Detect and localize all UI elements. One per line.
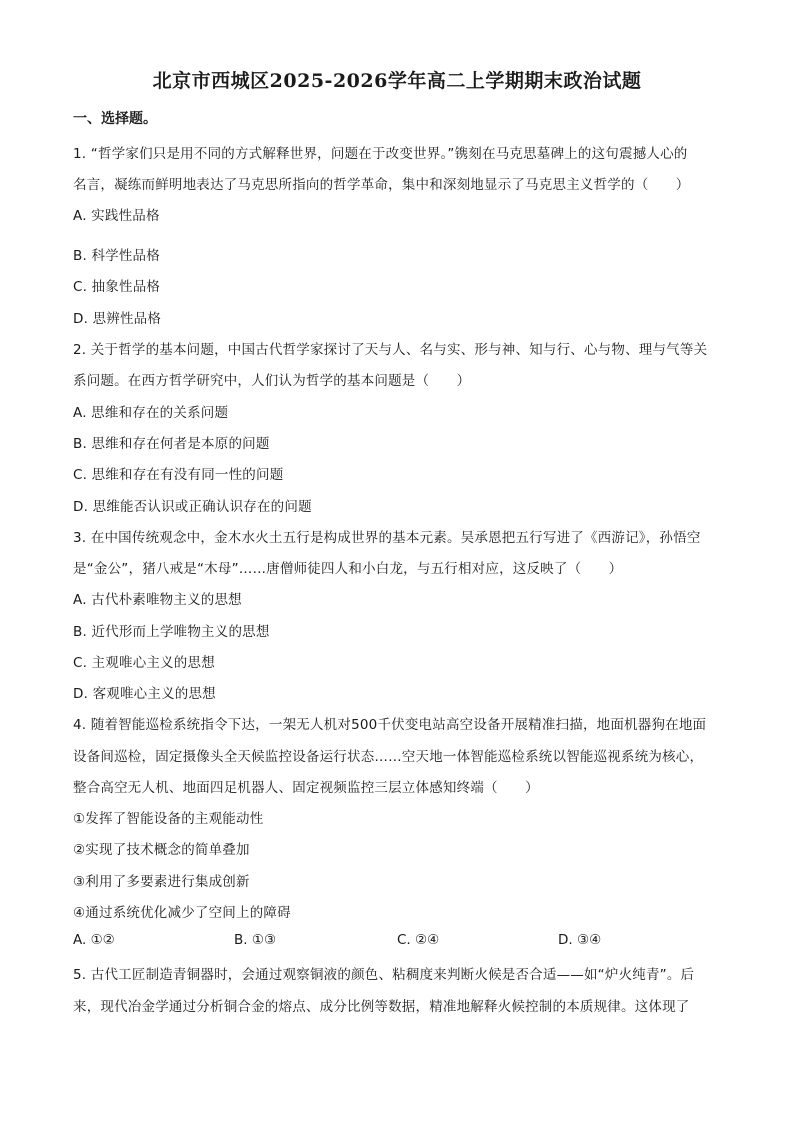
question-1-option-d: D. 思辨性品格 bbox=[73, 311, 162, 327]
question-4-option-b: B. ①③ bbox=[234, 932, 277, 948]
question-4-option-d: D. ③④ bbox=[558, 932, 602, 948]
question-2-line-2: 系问题。在西方哲学研究中，人们认为哲学的基本问题是（ ） bbox=[73, 373, 471, 389]
question-3-option-c: C. 主观唯心主义的思想 bbox=[73, 655, 215, 671]
question-4-statement-2: ②实现了技术概念的简单叠加 bbox=[73, 842, 250, 858]
question-3-option-d: D. 客观唯心主义的思想 bbox=[73, 686, 216, 702]
question-5-line-2: 来，现代冶金学通过分析铜合金的熔点、成分比例等数据，精准地解释火候控制的本质规律。这体现了 bbox=[73, 999, 690, 1015]
question-2-option-d: D. 思维能否认识或正确认识存在的问题 bbox=[73, 499, 312, 515]
question-4-line-3: 整合高空无人机、地面四足机器人、固定视频监控三层立体感知终端（ ） bbox=[73, 780, 539, 796]
question-3-line-2: 是“金公”，猪八戒是“木母”……唐僧师徒四人和小白龙，与五行相对应，这反映了（ ） bbox=[73, 561, 623, 577]
question-2-option-c: C. 思维和存在有没有同一性的问题 bbox=[73, 467, 284, 483]
question-4-option-c: C. ②④ bbox=[397, 932, 440, 948]
question-3-option-b: B. 近代形而上学唯物主义的思想 bbox=[73, 624, 270, 640]
page-title: 北京市西城区2025-2026学年高二上学期期末政治试题 bbox=[152, 70, 642, 92]
question-1-line-2: 名言，凝练而鲜明地表达了马克思所指向的哲学革命，集中和深刻地显示了马克思主义哲学的（ ） bbox=[73, 177, 690, 193]
question-4-statement-4: ④通过系统优化减少了空间上的障碍 bbox=[73, 905, 291, 921]
question-2-option-a: A. 思维和存在的关系问题 bbox=[73, 405, 229, 421]
question-4-option-a: A. ①② bbox=[73, 932, 115, 948]
section-heading: 一、选择题。 bbox=[73, 111, 157, 127]
question-1-option-b: B. 科学性品格 bbox=[73, 248, 160, 264]
question-1-line-1: 1. “哲学家们只是用不同的方式解释世界，问题在于改变世界。”镌刻在马克思墓碑上的这句震撼人心的 bbox=[73, 146, 688, 162]
question-1-option-c: C. 抽象性品格 bbox=[73, 279, 161, 295]
question-4-statement-1: ①发挥了智能设备的主观能动性 bbox=[73, 811, 264, 827]
question-2-option-b: B. 思维和存在何者是本原的问题 bbox=[73, 436, 270, 452]
question-1-option-a: A. 实践性品格 bbox=[73, 208, 160, 224]
question-4-statement-3: ③利用了多要素进行集成创新 bbox=[73, 874, 250, 890]
question-3-line-1: 3. 在中国传统观念中，金木水火土五行是构成世界的基本元素。吴承恩把五行写进了《西游记》，孙悟空 bbox=[73, 530, 701, 546]
question-4-line-1: 4. 随着智能巡检系统指令下达，一架无人机对500千伏变电站高空设备开展精准扫描，地面机器狗在地面 bbox=[73, 717, 707, 733]
question-2-line-1: 2. 关于哲学的基本问题，中国古代哲学家探讨了天与人、名与实、形与神、知与行、心与物、理与气等关 bbox=[73, 342, 708, 358]
question-4-line-2: 设备间巡检，固定摄像头全天候监控设备运行状态……空天地一体智能巡检系统以智能巡视系统为核心， bbox=[73, 749, 704, 765]
question-3-option-a: A. 古代朴素唯物主义的思想 bbox=[73, 592, 242, 608]
question-5-line-1: 5. 古代工匠制造青铜器时，会通过观察铜液的颜色、粘稠度来判断火候是否合适——如“炉火纯青”。后 bbox=[73, 967, 695, 983]
